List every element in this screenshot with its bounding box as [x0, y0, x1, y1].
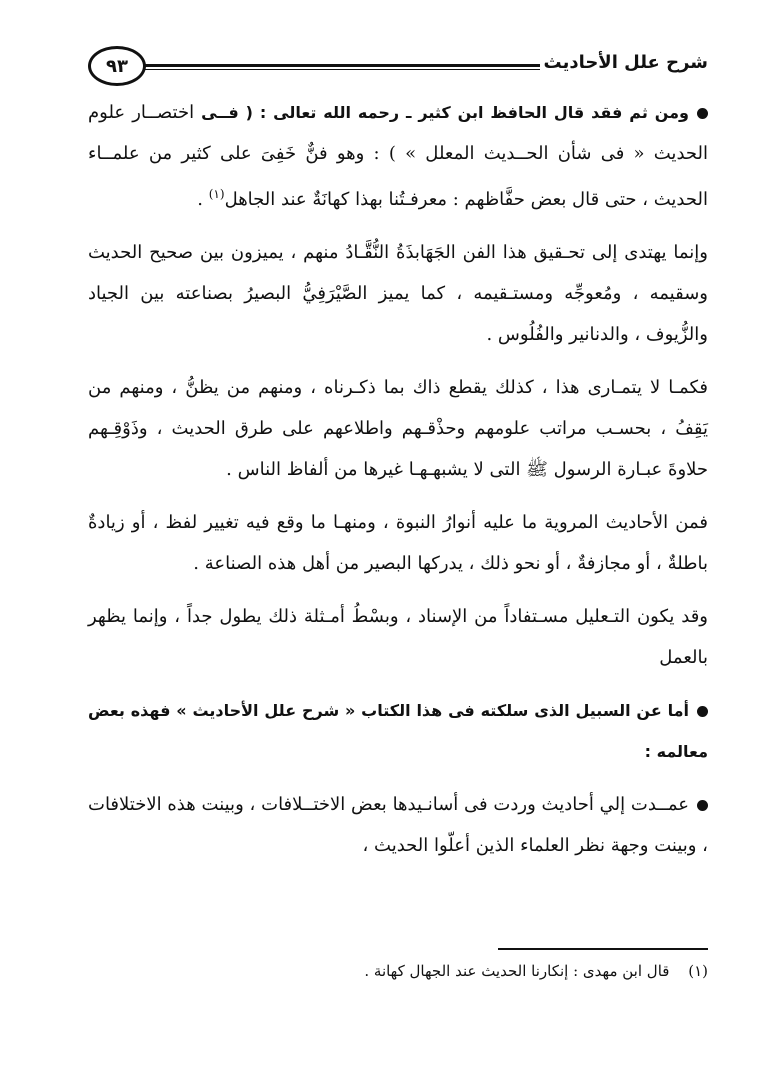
paragraph-text: اختصــار علوم الحديث « فى شأن الحــديث المعلل » ) : وهو فنٌّ خَفِىَ على كثير من علمــاء الحديث ، حتى قال بعض حفَّاظهم : معرفـتُنا بهذا كهانَةٌ عند الجاهل — [88, 102, 708, 210]
page-number-badge: ٩٣ — [88, 46, 146, 86]
heading-text: أما عن السبيل الذى سلكته فى هذا الكتاب « شرح علل الأحاديث » فهذه بعض معالمه : — [88, 701, 708, 761]
footnote-divider — [498, 948, 708, 950]
section-heading — [88, 690, 708, 772]
paragraph-critics: وإنما يهتدى إلى تحـقيق هذا الفن الجَهَابذَةُ النُّقَّـادُ منهم ، يميزون بين صحيح الحديث وسقيمه ، ومُعوجِّه ومستـقيمه ، كما يميز الصَّيْرَفِيُّ البصيرُ بصناعته بين الجياد والزُّيوف ، والدنانير والفُلُوس . — [88, 242, 708, 345]
footnote — [88, 958, 708, 984]
footnote-text: قال ابن مهدى : إنكارنا الحديث عند الجهال كهانة . — [364, 962, 670, 980]
quote-lead: ومن ثم فقد قال الحافظ ابن كثير ـ رحمه الله تعالى : ( فــى — [201, 103, 690, 122]
bullet-icon — [697, 108, 708, 119]
paragraph-text: عمــدت إلي أحاديث وردت فى أسانـيدها بعض الاختــلافات ، وبينت هذه الاختلافات ، وبينت وجهة نظر العلماء الذين أعلّوا الحديث ، — [88, 794, 708, 856]
running-title: شرح علل الأحاديث — [543, 52, 708, 73]
footnote-marker: (١) — [208, 187, 225, 201]
bullet-icon — [697, 800, 708, 811]
paragraph-isnad: وقد يكون التـعليل مسـتفاداً من الإسناد ، وبسْطُ أمـثلة ذلك يطول جداً ، وإنما يظهر بالعمل — [88, 606, 708, 668]
paragraph-certainty: فكمـا لا يتمـارى هذا ، كذلك يقطع ذاك بما ذكـرناه ، ومنهم من يظنُّ ، ومنهم من يَقِفُ ، بحسـب مراتب علومهم وحذْقـهم واطلاعهم على طرق الحديث ، وذَوْقِـهم حلاوةَ عبـارة الرسول ﷺ التى لا يشبهـهـا غيرها من ألفاظ الناس . — [88, 377, 708, 480]
page-header — [88, 46, 708, 86]
header-rule — [144, 64, 540, 67]
paragraph-method — [88, 784, 708, 866]
paragraph-intro-quote: ومن ثم فقد قال الحافظ ابن كثير ـ رحمه الله تعالى : ( فــى اختصــار علوم الحديث « فى شأن الحــديث المعلل » ) : وهو فنٌّ خَفِىَ على كثير من علمــاء الحديث ، حتى قال بعض حفَّاظهم : معرفـتُنا بهذا كهانَةٌ عند الجاهل$^{(١)}$ . — [88, 102, 708, 210]
footnote-number: (١) — [688, 962, 708, 980]
main-text — [88, 92, 708, 878]
bullet-icon — [697, 706, 708, 717]
paragraph-narrations: فمن الأحاديث المروية ما عليه أنوارُ النبوة ، ومنهـا ما وقع فيه تغيير لفظ ، أو زيادةٌ باطلةٌ ، أو مجازفةٌ ، أو نحو ذلك ، يدركها البصير من أهل هذه الصناعة . — [88, 512, 708, 574]
book-page — [88, 28, 708, 1058]
